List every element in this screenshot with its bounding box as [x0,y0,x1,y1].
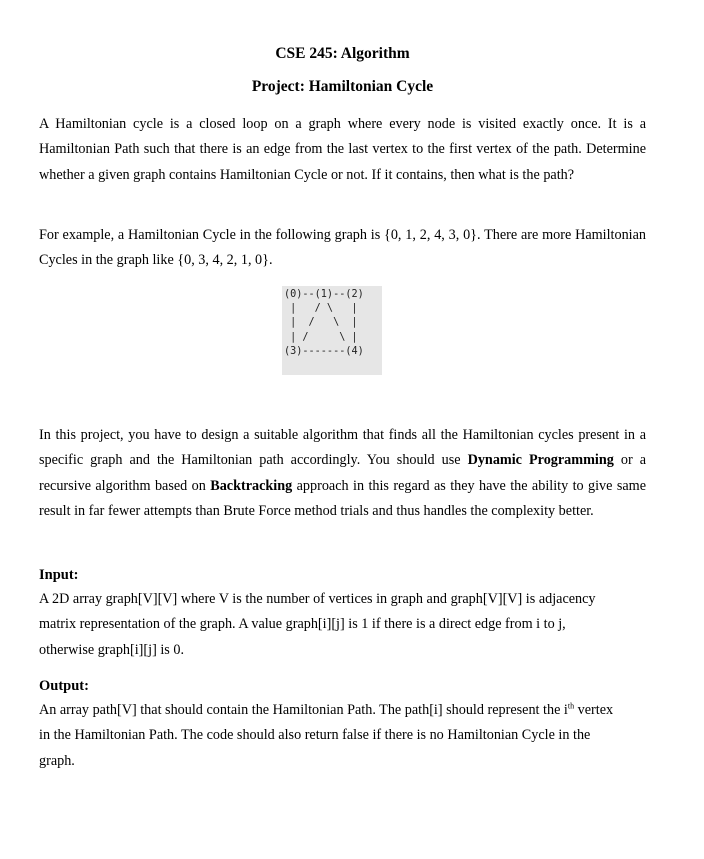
course-title: CSE 245: Algorithm [275,45,410,62]
input-text [39,587,646,663]
project-text-3: approach in this regard as they have the ability to give same result in far fewer attempts than Brute Force method trials and thus handles the complexity better. [39,477,646,520]
output-text-2: vertex [574,702,614,718]
graph-line-1: | / \ | [284,303,358,315]
graph-line-4: (3)-------(4) [284,345,364,357]
output-text [39,698,646,774]
graph-diagram [282,286,382,375]
input-line-1: A 2D array graph[V][V] where V is the number of vertices in graph and graph[V][V] is adjacency [39,591,596,607]
graph-line-2: | / \ | [284,317,358,329]
superscript-th: th [567,701,575,711]
output-line-3: graph. [39,752,75,769]
project-paragraph [39,423,646,525]
input-heading: Input: [39,567,79,583]
graph-line-0: (0)--(1)--(2) [284,289,364,300]
input-line-3: otherwise graph[i][j] is 0. [39,641,184,658]
output-text-1: An array path[V] that should contain the Hamiltonian Path. The path[i] should represent the i [39,702,568,718]
input-line-2: matrix representation of the graph. A value graph[i][j] is 1 if there is a direct edge from i to j, [39,616,566,633]
project-text-2: or a recursive algorithm based on [39,452,646,494]
graph-line-3: | / \ | [284,331,358,343]
output-line-2: in the Hamiltonian Path. The code should also return false if there is no Hamiltonian Cycle in the [39,727,591,744]
example-paragraph: For example, a Hamiltonian Cycle in the following graph is {0, 1, 2, 4, 3, 0}. There are more Hamiltonian Cycles in the graph like {0, 3, 4, 2, 1, 0}. [39,227,646,269]
project-title: Project: Hamiltonian Cycle [251,78,434,95]
output-heading: Output: [39,678,89,694]
intro-paragraph: A Hamiltonian cycle is a closed loop on a graph where every node is visited exactly once. It is a Hamiltonian Path such that there is an edge from the last vertex to the first vertex of the path. Determine whether a given graph contains Hamiltonian Cycle or not. If it contains, then what is the path? [39,116,646,183]
dynamic-programming-term: Dynamic Programming [467,452,614,469]
backtracking-term: Backtracking [210,477,293,494]
project-text-1: In this project, you have to design a suitable algorithm that finds all the Hamiltonian cycles present in a specific graph and the Hamiltonian path accordingly. You should use [39,427,646,469]
